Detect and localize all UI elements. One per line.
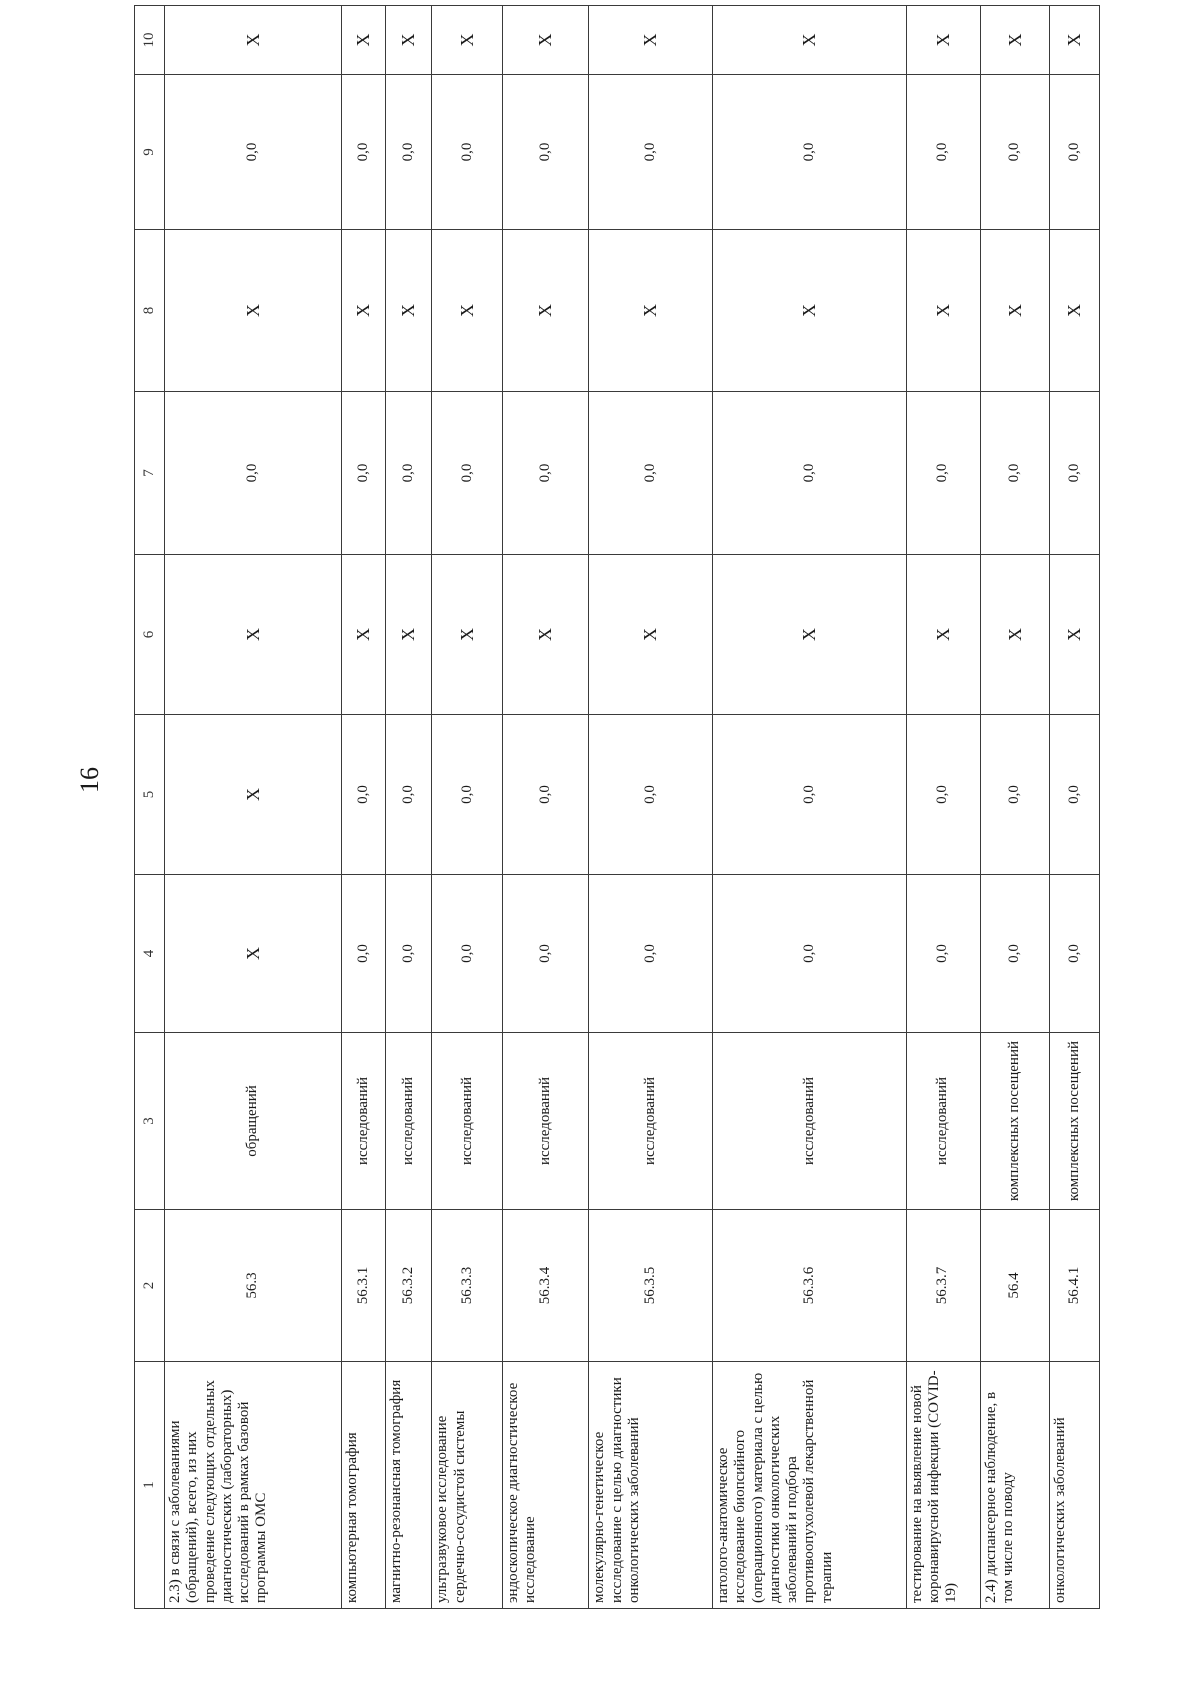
table-row (386, 6, 432, 1609)
row-unit: комплексных посещений (980, 1033, 1050, 1210)
cell-col10: X (713, 6, 906, 75)
cell-col9: 0,0 (386, 75, 432, 230)
cell-col6: X (906, 555, 980, 715)
cell-col7: 0,0 (386, 392, 432, 555)
row-code: 56.3.7 (906, 1210, 980, 1362)
row-name: ультразвуковое исследование сердечно-сосудистой системы (432, 1362, 503, 1609)
row-unit: исследований (386, 1033, 432, 1210)
cell-col8: X (165, 230, 342, 392)
cell-col7: 0,0 (906, 392, 980, 555)
cell-col8: X (713, 230, 906, 392)
table-row (906, 6, 980, 1609)
cell-col6: X (503, 555, 589, 715)
cell-col8: X (980, 230, 1050, 392)
column-header-6: 6 (135, 555, 165, 715)
cell-col10: X (980, 6, 1050, 75)
page-number-text: 16 (75, 767, 104, 793)
cell-col6: X (1050, 555, 1100, 715)
cell-col7: 0,0 (432, 392, 503, 555)
row-unit: исследований (589, 1033, 713, 1210)
row-name: эндоскопическое диагностическое исследование (503, 1362, 589, 1609)
cell-col5: 0,0 (341, 715, 385, 875)
cell-col9: 0,0 (980, 75, 1050, 230)
cell-col4: 0,0 (1050, 875, 1100, 1033)
cell-col8: X (503, 230, 589, 392)
cell-col9: 0,0 (165, 75, 342, 230)
cell-col5: 0,0 (503, 715, 589, 875)
table-row (1050, 6, 1100, 1609)
cell-col10: X (386, 6, 432, 75)
cell-col8: X (432, 230, 503, 392)
cell-col9: 0,0 (503, 75, 589, 230)
row-code: 56.3.2 (386, 1210, 432, 1362)
cell-col10: X (503, 6, 589, 75)
cell-col7: 0,0 (980, 392, 1050, 555)
cell-col4: 0,0 (980, 875, 1050, 1033)
column-header-9: 9 (135, 75, 165, 230)
row-name: магнитно-резонансная томография (386, 1362, 432, 1609)
cell-col8: X (386, 230, 432, 392)
column-header-8: 8 (135, 230, 165, 392)
row-name: компьютерная томография (341, 1362, 385, 1609)
cell-col6: X (589, 555, 713, 715)
row-unit: исследований (341, 1033, 385, 1210)
cell-col6: X (165, 555, 342, 715)
cell-col8: X (341, 230, 385, 392)
cell-col9: 0,0 (906, 75, 980, 230)
table-row (165, 6, 342, 1609)
cell-col6: X (432, 555, 503, 715)
cell-col4: X (165, 875, 342, 1033)
cell-col5: 0,0 (713, 715, 906, 875)
cell-col10: X (589, 6, 713, 75)
table-row (432, 6, 503, 1609)
row-name: патолого-анатомическое исследование биопсийного (операционного) материала с целью диагностики онкологических заболеваний и подбора противоопухолевой лекарственной терапии (713, 1362, 906, 1609)
cell-col4: 0,0 (386, 875, 432, 1033)
cell-col6: X (980, 555, 1050, 715)
table-row (713, 6, 906, 1609)
row-code: 56.3.5 (589, 1210, 713, 1362)
row-unit: исследований (713, 1033, 906, 1210)
cell-col9: 0,0 (589, 75, 713, 230)
cell-col5: 0,0 (980, 715, 1050, 875)
cell-col5: 0,0 (589, 715, 713, 875)
cell-col9: 0,0 (713, 75, 906, 230)
row-name: 2.3) в связи с заболеваниями (обращений), всего, из них проведение следующих отдельных диагностических (лабораторных) исследований в рамках базовой программы ОМС (165, 1362, 342, 1609)
row-code: 56.3 (165, 1210, 342, 1362)
row-unit: исследований (432, 1033, 503, 1210)
column-header-2: 2 (135, 1210, 165, 1362)
cell-col4: 0,0 (906, 875, 980, 1033)
cell-col4: 0,0 (432, 875, 503, 1033)
row-unit: обращений (165, 1033, 342, 1210)
column-header-5: 5 (135, 715, 165, 875)
cell-col8: X (589, 230, 713, 392)
cell-col9: 0,0 (341, 75, 385, 230)
cell-col9: 0,0 (432, 75, 503, 230)
cell-col5: X (165, 715, 342, 875)
cell-col7: 0,0 (1050, 392, 1100, 555)
cell-col6: X (341, 555, 385, 715)
cell-col7: 0,0 (503, 392, 589, 555)
table-row (980, 6, 1050, 1609)
row-name: молекулярно-генетическое исследование с целью диагностики онкологических заболеваний (589, 1362, 713, 1609)
cell-col7: 0,0 (165, 392, 342, 555)
cell-col6: X (386, 555, 432, 715)
cell-col5: 0,0 (906, 715, 980, 875)
cell-col6: X (713, 555, 906, 715)
page-number (75, 767, 104, 793)
table-row (589, 6, 713, 1609)
row-name: 2.4) диспансерное наблюдение, в том числе по поводу (980, 1362, 1050, 1609)
cell-col7: 0,0 (589, 392, 713, 555)
cell-col4: 0,0 (341, 875, 385, 1033)
row-code: 56.3.4 (503, 1210, 589, 1362)
row-unit: исследований (906, 1033, 980, 1210)
column-header-10: 10 (135, 6, 165, 75)
cell-col9: 0,0 (1050, 75, 1100, 230)
cell-col10: X (341, 6, 385, 75)
column-header-7: 7 (135, 392, 165, 555)
cell-col5: 0,0 (432, 715, 503, 875)
column-header-4: 4 (135, 875, 165, 1033)
column-header-1: 1 (135, 1362, 165, 1609)
row-code: 56.4.1 (1050, 1210, 1100, 1362)
cell-col4: 0,0 (503, 875, 589, 1033)
column-header-3: 3 (135, 1033, 165, 1210)
row-code: 56.3.6 (713, 1210, 906, 1362)
cell-col8: X (906, 230, 980, 392)
cell-col7: 0,0 (341, 392, 385, 555)
cell-col10: X (432, 6, 503, 75)
row-code: 56.3.1 (341, 1210, 385, 1362)
cell-col4: 0,0 (713, 875, 906, 1033)
row-name: тестирование на выявление новой коронавирусной инфекции (COVID-19) (906, 1362, 980, 1609)
cell-col10: X (906, 6, 980, 75)
cell-col7: 0,0 (713, 392, 906, 555)
cell-col8: X (1050, 230, 1100, 392)
table-row (341, 6, 385, 1609)
report-table (134, 5, 1100, 1609)
cell-col10: X (165, 6, 342, 75)
header-row (135, 6, 165, 1609)
cell-col5: 0,0 (1050, 715, 1100, 875)
rotated-table-container (134, 32, 1100, 1609)
row-unit: исследований (503, 1033, 589, 1210)
cell-col4: 0,0 (589, 875, 713, 1033)
row-code: 56.4 (980, 1210, 1050, 1362)
cell-col10: X (1050, 6, 1100, 75)
row-code: 56.3.3 (432, 1210, 503, 1362)
table-row (503, 6, 589, 1609)
cell-col5: 0,0 (386, 715, 432, 875)
row-unit: комплексных посещений (1050, 1033, 1100, 1210)
row-name: онкологических заболеваний (1050, 1362, 1100, 1609)
